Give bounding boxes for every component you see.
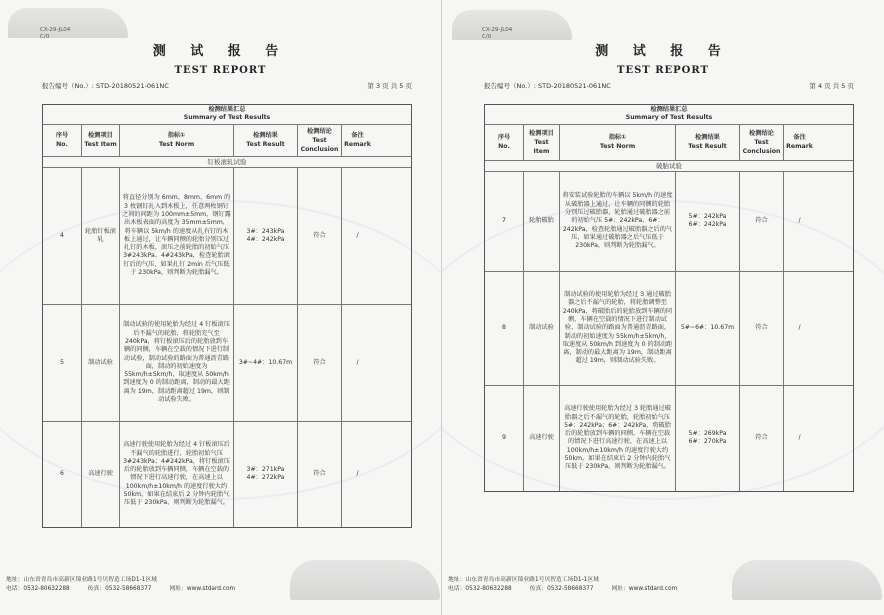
- table-row: [43, 421, 411, 527]
- cell-remark: /: [783, 386, 815, 491]
- cell-no: 4: [60, 231, 64, 239]
- report-page-4: [442, 0, 884, 615]
- report-title-en: TEST REPORT: [617, 65, 709, 76]
- cell-item: 高速行驶: [81, 422, 119, 527]
- section-title: 破胎试验: [656, 161, 682, 170]
- doc-code-number: CX-29-JL04: [40, 27, 71, 33]
- page-number: 第 4 页 共 5 页: [809, 82, 854, 90]
- cell-norm: 制动试验的使用轮胎为经过 4 钉板滚压后不漏气的轮胎，将轮胎充气至 240kPa，将钉板滚压后的轮胎放到车辆的同侧，车辆在空载的情况下进行制动试验，制动试验的路面为普通沥青路面，制动的初始速度为 55km/h±5km/h，取速度从 50km/h 到速度为 0 的制动距离，制动的最大距离为 19m，制动距离超过 19m，则制动试验失败。: [119, 305, 233, 421]
- cell-item: 高速行驶: [523, 386, 559, 491]
- summary-header: [485, 105, 853, 124]
- document-code: [482, 27, 512, 41]
- cell-no: 7: [502, 217, 506, 225]
- doc-code-version: C/0: [40, 34, 50, 40]
- table-row: [485, 385, 853, 491]
- section-title: 钉板滚轧试验: [207, 157, 247, 166]
- document-code: [40, 27, 70, 41]
- page-footer: [448, 576, 878, 594]
- cell-conclusion: 符合: [739, 386, 783, 491]
- table-header-row: [43, 124, 411, 156]
- cell-norm: 高速行驶使用轮胎为经过 4 钉板滚压后不漏气的轮胎进行，轮胎初始气压 3#243kPa；4#242kPa，将钉板滚压后的轮胎放到车辆同侧，车辆在空载的情况下进行高速行驶，在高速上以 100km/h±10km/h 的速度行驶大约 50km，如果在结束后 2 分钟内轮胎气压低于 230kPa，则判断为轮胎漏气。: [119, 422, 233, 527]
- cell-norm: 制动试验的使用轮胎为经过 3 通过破胎器之后不漏气的轮胎，将轮胎调整至 240kPa，将破胎后的轮胎放到车辆的同侧，车辆在空载的情况下进行制动试验，制动试验的路面为普通沥青路面，制动的初始速度为 55km/h±5km/h，取速度从 50km/h 到速度为 0 的制动距离，制动的最大距离为 19m，制动距离超过 19m，则制动试验失败。: [559, 272, 675, 385]
- footer-fax: 传真：0532-58668377: [529, 586, 594, 592]
- summary-title-en: Summary of Test Results: [625, 114, 713, 122]
- report-title-cn: 测 试 报 告: [595, 44, 731, 59]
- table-row: [43, 304, 411, 421]
- cell-norm: 将直径分别为 6mm、8mm、6mm 的 3 枚钢钉扎入到木板上，任意两枚钢钉之间的间距为 100mm±5mm，钢钉露出木板表面的高度为 35mm±5mm，将车辆以 5km/h 的速度从扎有钉的木板上通过，让车辆同侧的轮胎分别压过扎钉的木板，滚压之前轮胎的初始气压 3#243kPa、4#243kPa，检查轮胎滚钉后的气压，如果扎钉 2min 后气压低于 230kPa，则判断为轮胎漏气。: [119, 168, 233, 304]
- cell-no: 8: [502, 324, 506, 332]
- table-row: [485, 171, 853, 271]
- cell-no: 5: [60, 358, 64, 366]
- cell-conclusion: 符合: [739, 172, 783, 271]
- header-conclusion: 检测结论 Test Conclusion: [739, 125, 783, 160]
- results-table: [484, 104, 854, 492]
- cell-norm: 将安装试验轮胎的车辆以 5km/h 的速度从破胎器上通过，让车辆的同侧的轮胎分别压过破胎器，轮胎通过破胎器之前的初始气压 5#：242kPa、6#：242kPa，检查轮胎通过破胎器之后的气压，如果通过破胎器之后气压低于 230kPa，则判断为轮胎漏气。: [559, 172, 675, 271]
- cell-result: 5#~6#：10.67m: [675, 272, 739, 385]
- table-header-row: [485, 124, 853, 160]
- footer-website: 网址：www.stdard.com: [611, 586, 678, 592]
- summary-header: [43, 105, 411, 124]
- footer-website: 网址：www.stdard.com: [169, 586, 236, 592]
- report-meta: [42, 81, 412, 90]
- cell-no: 6: [60, 470, 64, 478]
- header-item: 检测项目 Test Item: [523, 125, 559, 160]
- summary-title-cn: 检测结果汇总: [650, 106, 688, 113]
- header-remark: 备注 Remark: [783, 125, 815, 160]
- header-result: 检测结果 Test Result: [233, 125, 297, 156]
- table-row: [485, 271, 853, 385]
- footer-address: 地址：山东省青岛市高新区锦业路1号贝智造工场D1-1区域: [448, 577, 599, 583]
- cell-conclusion: 符合: [739, 272, 783, 385]
- header-result: 检测结果 Test Result: [675, 125, 739, 160]
- report-meta: [484, 81, 854, 90]
- report-title-cn: 测 试 报 告: [152, 44, 289, 59]
- report-title-en: TEST REPORT: [174, 65, 267, 76]
- cell-remark: /: [341, 305, 373, 421]
- header-norm: 指标① Test Norm: [559, 125, 675, 160]
- cell-norm: 高速行驶使用轮胎为经过 3 轮胎通过破胎器之后不漏气的轮胎，轮胎初始气压 5#：242kPa；6#：242kPa，将破胎后的轮胎放到车辆的同侧，车辆在空载的情况下进行高速行驶，在高速上以 100km/h±10km/h 的速度行驶大约 50km，如果在结束后 2 分钟内轮胎气压低于 230kPa，则判断为轮胎漏气。: [559, 386, 675, 491]
- summary-title-cn: 检测结果汇总: [208, 106, 246, 113]
- cell-conclusion: 符合: [297, 168, 341, 304]
- page-footer: [6, 576, 436, 594]
- cell-item: 制动试验: [81, 305, 119, 421]
- report-number: 报告编号（No.）: STD-20180521-061NC: [484, 82, 611, 90]
- cell-item: 轮胎破胎: [523, 172, 559, 271]
- header-no: 序号 No.: [497, 134, 511, 151]
- cell-conclusion: 符合: [297, 422, 341, 527]
- cell-remark: /: [783, 272, 815, 385]
- doc-code-version: C/0: [482, 34, 492, 40]
- header-no: 序号 No.: [55, 132, 69, 149]
- table-row: [43, 167, 411, 304]
- report-number: 报告编号（No.）: STD-20180521-061NC: [42, 82, 169, 90]
- footer-phone: 电话：0532-80632288: [6, 586, 70, 592]
- footer-address: 地址：山东省青岛市高新区锦业路1号贝智造工场D1-1区域: [6, 577, 157, 583]
- cell-result: 3#~4#：10.67m: [233, 305, 297, 421]
- cell-result: 5#：269kPa 6#：270kPa: [675, 386, 739, 491]
- header-item: 检测项目 Test Item: [81, 125, 119, 156]
- cell-item: 轮胎钉板滚轧: [81, 168, 119, 304]
- header-norm: 指标① Test Norm: [119, 125, 233, 156]
- cell-result: 5#：242kPa 6#：242kPa: [675, 172, 739, 271]
- results-table: [42, 104, 412, 528]
- footer-fax: 传真：0532-58668377: [87, 586, 152, 592]
- cell-remark: /: [783, 172, 815, 271]
- cell-result: 3#：271kPa 4#：272kPa: [233, 422, 297, 527]
- cell-conclusion: 符合: [297, 305, 341, 421]
- footer-phone: 电话：0532-80632288: [448, 586, 512, 592]
- cell-remark: /: [341, 168, 373, 304]
- page-number: 第 3 页 共 5 页: [367, 82, 412, 90]
- cell-item: 制动试验: [523, 272, 559, 385]
- cell-no: 9: [502, 434, 506, 442]
- header-remark: 备注 Remark: [341, 125, 373, 156]
- cell-remark: /: [341, 422, 373, 527]
- summary-title-en: Summary of Test Results: [183, 114, 271, 122]
- cell-result: 3#：243kPa 4#：242kPa: [233, 168, 297, 304]
- header-conclusion: 检测结论 Test Conclusion: [297, 125, 341, 156]
- doc-code-number: CX-29-JL04: [482, 27, 513, 33]
